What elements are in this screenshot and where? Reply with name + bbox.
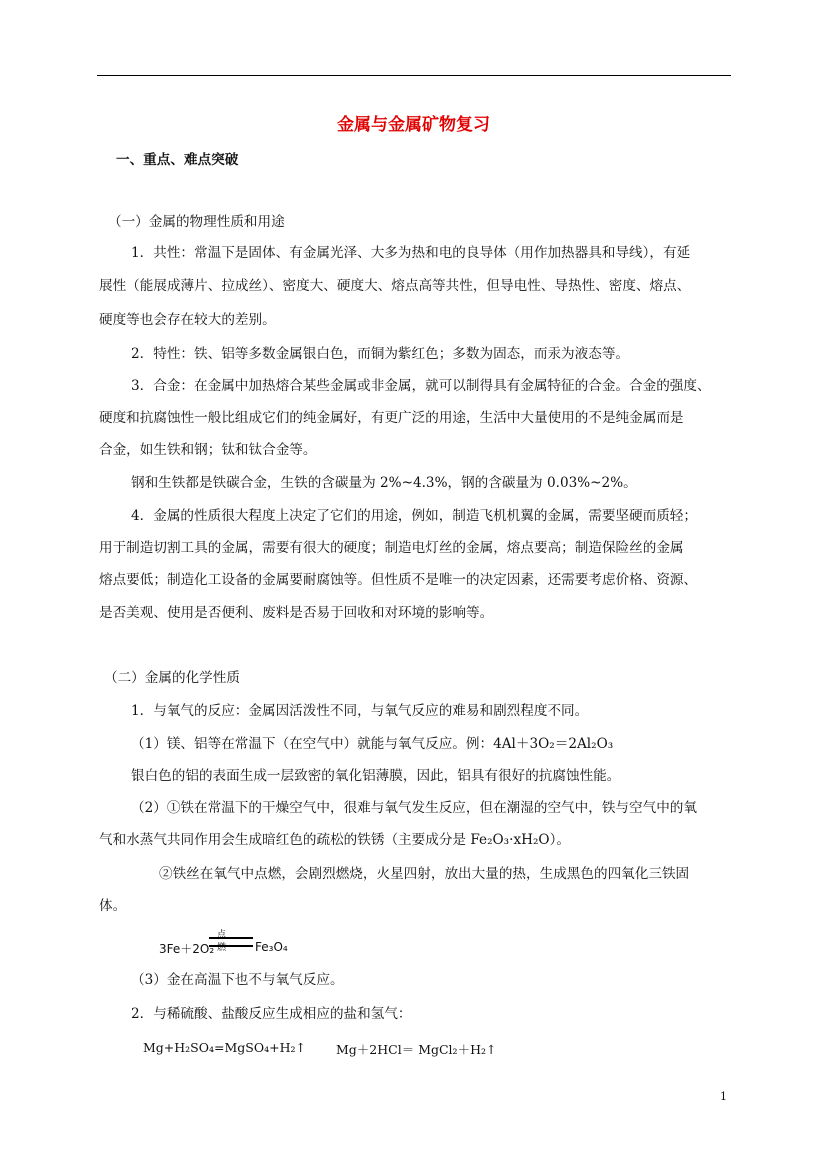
paragraph-line: 4．金属的性质很大程度上决定了它们的用途，例如，制造飞机机翼的金属，需要坚硬而质轻； — [131, 508, 697, 524]
equation-products: Fe₃O₄ — [255, 940, 288, 954]
paragraph-line: （1）镁、铝等在常温下（在空气中）就能与氧气反应。例：4Al＋3O₂＝2Al₂O₃ — [131, 736, 614, 752]
page-number: 1 — [720, 1090, 727, 1103]
paragraph-line: 体。 — [99, 898, 127, 914]
paragraph-line: 1．与氧气的反应：金属因活泼性不同，与氧气反应的难易和剧烈程度不同。 — [131, 703, 589, 719]
reaction-condition: 点燃 — [217, 930, 227, 953]
equation-reactants: 3Fe＋2O₂ — [159, 942, 215, 956]
paragraph-line: 硬度和抗腐蚀性一般比组成它们的纯金属好，有更广泛的用途，生活中大量使用的不是纯金属而是 — [99, 410, 684, 426]
paragraph-line: 2．与稀硫酸、盐酸反应生成相应的盐和氢气： — [131, 1006, 412, 1022]
magnesium-hydrochloric-equation: Mg＋2HCl＝ MgCl₂＋H₂↑ — [336, 1042, 497, 1057]
paragraph-line: 2．特性：铁、铝等多数金属银白色，而铜为紫红色；多数为固态，而汞为液态等。 — [131, 346, 630, 362]
paragraph-line: 是否美观、使用是否便利、废料是否易于回收和对环境的影响等。 — [99, 605, 494, 621]
paragraph-line: 用于制造切割工具的金属，需要有很大的硬度；制造电灯丝的金属，熔点要高；制造保险丝的金属 — [99, 540, 684, 556]
header-rule — [97, 75, 731, 76]
page-title: 金属与金属矿物复习 — [337, 115, 490, 135]
subsection-heading: （一）金属的物理性质和用途 — [108, 214, 285, 230]
paragraph-line: 1．共性：常温下是固体、有金属光泽、大多为热和电的良导体（用作加热器具和导线），有延 — [131, 245, 691, 261]
paragraph-line: （3）金在高温下也不与氧气反应。 — [131, 972, 344, 988]
paragraph-line: 硬度等也会存在较大的差别。 — [99, 312, 276, 328]
equals-sign — [209, 937, 253, 947]
paragraph-line: 气和水蒸气共同作用会生成暗红色的疏松的铁锈（主要成分是 Fe₂O₃·xH₂O）。 — [99, 832, 570, 848]
paragraph-line: 熔点要低；制造化工设备的金属要耐腐蚀等。但性质不是唯一的决定因素，还需要考虑价格、资源、 — [99, 572, 698, 588]
paragraph-line: 钢和生铁都是铁碳合金，生铁的含碳量为 2%~4.3%，钢的含碳量为 0.03%~2%。 — [131, 475, 637, 491]
paragraph-line: 合金，如生铁和钢；钛和钛合金等。 — [99, 442, 317, 458]
subsection-heading: （二）金属的化学性质 — [104, 670, 240, 686]
paragraph-line: 3．合金：在金属中加热熔合某些金属或非金属，就可以制得具有金属特征的合金。合金的强度、 — [131, 378, 711, 394]
paragraph-line: 展性（能展成薄片、拉成丝）、密度大、硬度大、熔点高等共性，但导电性、导热性、密度、熔点、 — [99, 278, 691, 294]
section-heading: 一、重点、难点突破 — [116, 152, 239, 168]
paragraph-line: ②铁丝在氧气中点燃，会剧烈燃烧，火星四射，放出大量的热，生成黑色的四氧化三铁固 — [159, 866, 690, 882]
paragraph-line: （2）①铁在常温下的干燥空气中，很难与氧气发生反应，但在潮湿的空气中，铁与空气中的氧 — [131, 800, 697, 816]
paragraph-line: 银白色的铝的表面生成一层致密的氧化铝薄膜，因此，铝具有很好的抗腐蚀性能。 — [131, 768, 621, 784]
magnesium-sulfuric-equation: Mg+H₂SO₄=MgSO₄+H₂↑ — [143, 1040, 306, 1055]
